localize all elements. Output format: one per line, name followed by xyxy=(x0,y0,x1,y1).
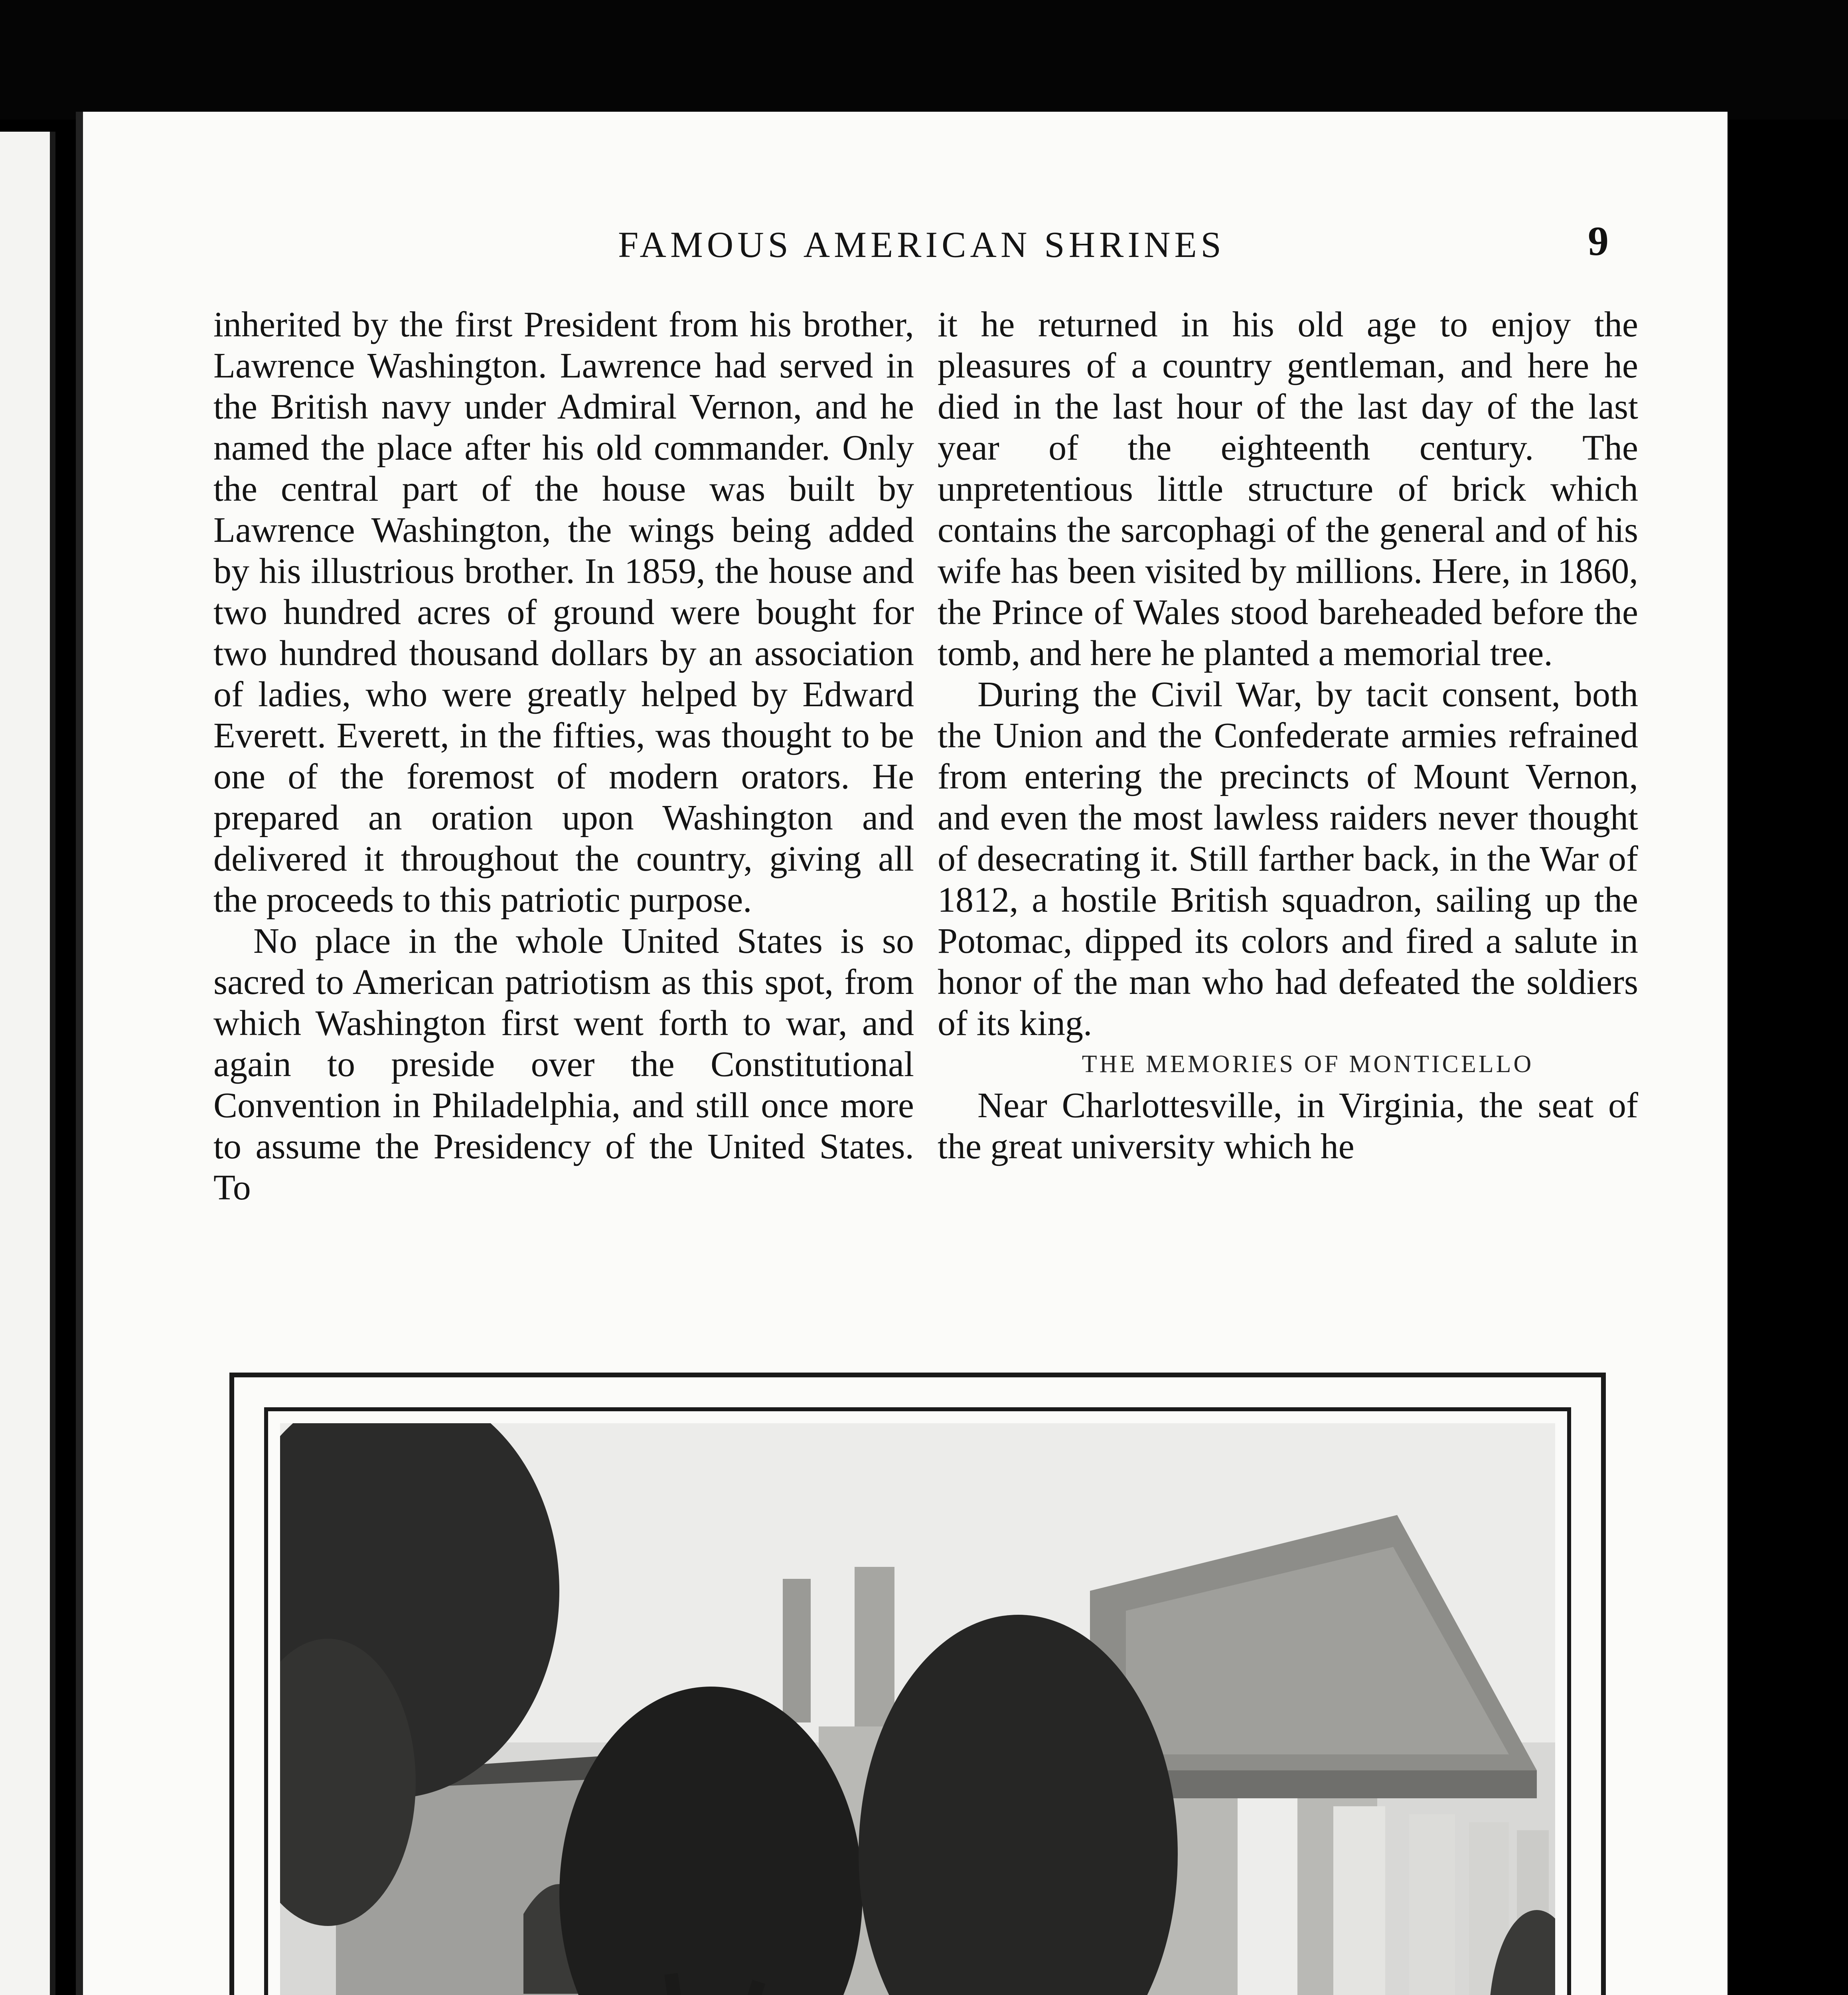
running-title: FAMOUS AMERICAN SHRINES xyxy=(618,224,1225,265)
arlington-house-photo xyxy=(280,1423,1555,1995)
paragraph: Near Charlottesville, in Virginia, the seat of the great university which he xyxy=(938,1086,1638,1166)
scan-background xyxy=(0,0,1848,120)
photo-border xyxy=(264,1407,1571,1995)
page-gutter-shadow xyxy=(76,112,83,1995)
photo-frame xyxy=(229,1373,1606,1995)
paragraph: inherited by the first President from his brother, Lawrence Washington. Lawrence had served in the British navy under Admiral Vernon, and he named the place after his old commander. Only the central part of the house was built by Lawrence Washington, the wings being added by his illustrious brother. In 1859, the house and two hundred acres of ground were bought for two hundred thousand dollars by an association of ladies, who were greatly helped by Edward Everett. Everett, in the fifties, was thought to be one of the foremost of modern orators. He prepared an oration upon Washington and delivered it throughout the country, giving all the proceeds to this patriotic purpose. xyxy=(213,305,914,920)
page-number: 9 xyxy=(1588,218,1609,264)
left-text-column xyxy=(213,304,914,1208)
facing-page-edge xyxy=(0,132,55,1995)
paragraph: it he returned in his old age to enjoy the pleasures of a country gentleman, and here he died in the last hour of the last day of the last year of the eighteenth century. The unpretentious little structure of brick which contains the sarcophagi of the general and of his wife has been visited by millions. Here, in 1860, the Prince of Wales stood bareheaded before the tomb, and here he planted a memorial tree. xyxy=(938,305,1638,673)
right-text-column xyxy=(938,304,1638,1167)
section-heading: THE MEMORIES OF MONTICELLO xyxy=(1082,1051,1534,1078)
paragraph: No place in the whole United States is so sacred to American patriotism as this spot, from which Washington first went forth to war, and again to preside over the Constitutional Convention in Philadelphia, and still once more to assume the Presidency of the United States. To xyxy=(213,921,914,1207)
paragraph: During the Civil War, by tacit consent, both the Union and the Confederate armies refrained from entering the precincts of Mount Vernon, and even the most lawless raiders never thought of desecrating it. Still farther back, in the War of 1812, a hostile British squadron, sailing up the Potomac, dipped its colors and fired a salute in honor of the man who had defeated the soldiers of its king. xyxy=(938,675,1638,1043)
